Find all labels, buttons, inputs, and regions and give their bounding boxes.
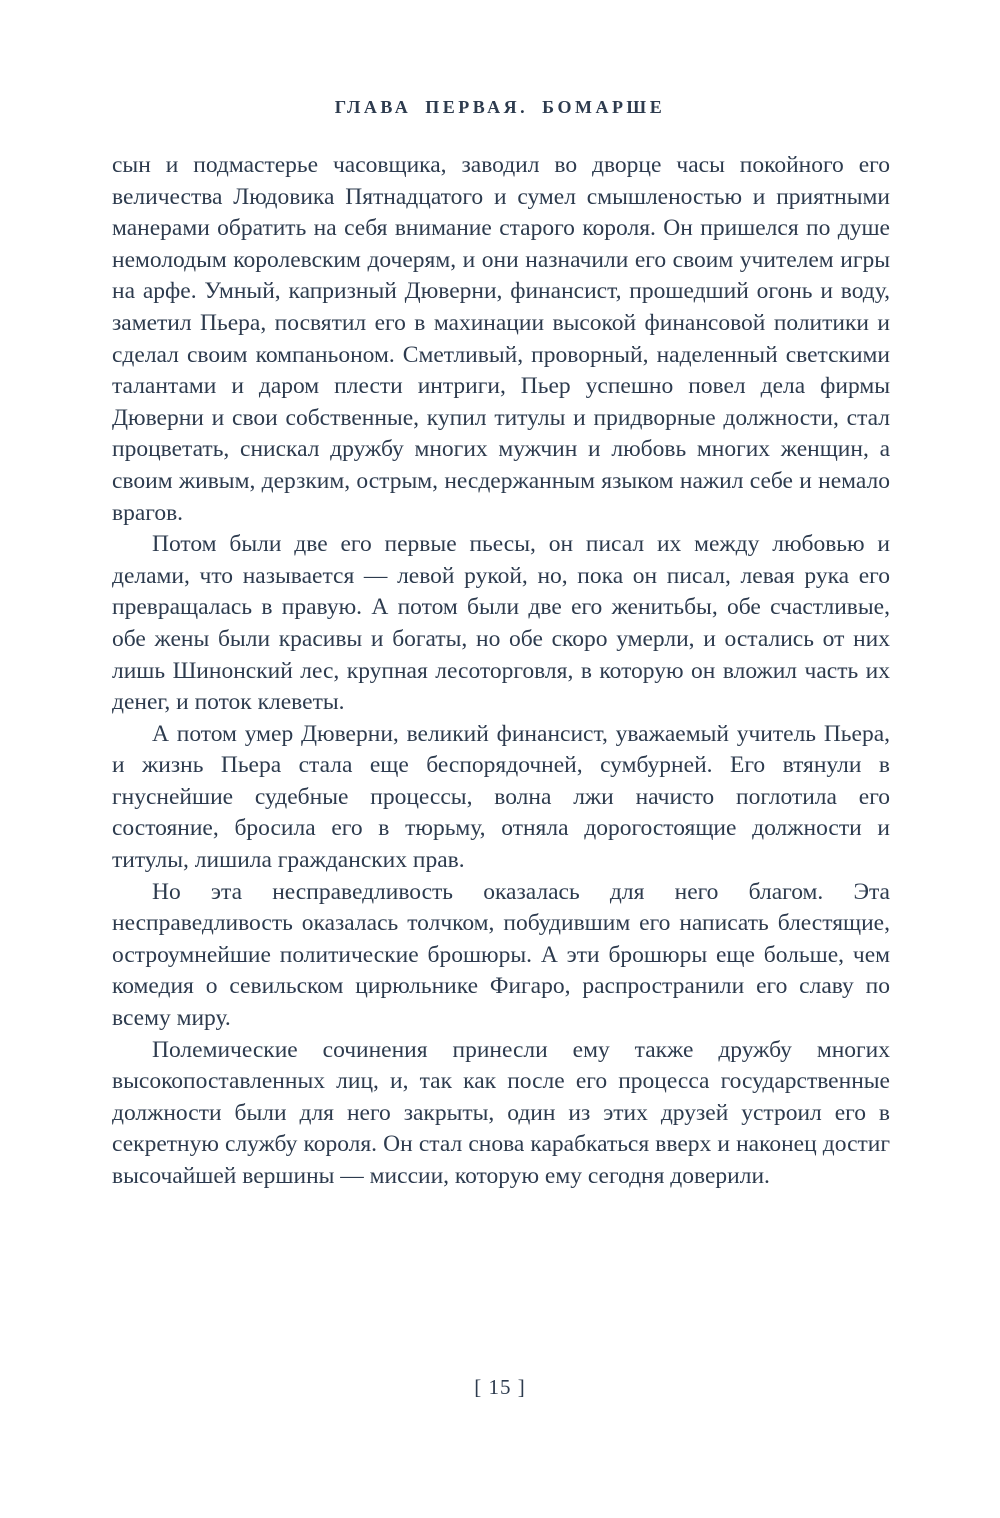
body-paragraph-1: сын и подмастерье часовщика, заводил во дворце часы покойного его величества Людовика Пятнадцатого и сумел смышленостью и приятными манерами обратить на себя внимание старого короля. Он пришелся по душе немолодым королевским дочерям, и они назначили его своим учителем игры на арфе. Умный, капризный Дюверни, финансист, прошедший огонь и воду, заметил Пьера, посвятил его в махинации высокой финансовой политики и сделал своим компаньоном. Сметливый, проворный, наделенный светскими талантами и даром плести интриги, Пьер успешно повел дела фирмы Дюверни и свои собственные, купил титулы и придворные должности, стал процветать, снискал дружбу многих мужчин и любовь многих женщин, а своим живым, дерзким, острым, несдержанным языком нажил себе и немало врагов. xyxy=(112,152,890,526)
body-paragraph-5: Полемические сочинения принесли ему также дружбу многих высокопоставленных лиц, и, так как после его процесса государственные должности были для него закрыты, один из этих друзей устроил его в секретную службу короля. Он стал снова карабкаться вверх и наконец достиг высочайшей вершины — миссии, которую ему сегодня доверили. xyxy=(112,1036,890,1189)
page-number: [ 15 ] xyxy=(474,1375,526,1399)
body-paragraph-4: Но эта несправедливость оказалась для него благом. Эта несправедливость оказалась толчком, побудившим его написать блестящие, остроумнейшие политические брошюры. А эти брошюры еще больше, чем комедия о севильском цирюльнике Фигаро, распространили его славу по всему миру. xyxy=(112,878,890,1032)
body-paragraph-3: А потом умер Дюверни, великий финансист, уважаемый учитель Пьера, и жизнь Пьера стала еще беспорядочней, сумбурней. Его втянули в гнуснейшие судебные процессы, волна лжи начисто поглотила его состояние, бросила его в тюрьму, отняла дорогостоящие должности и титулы, лишила гражданских прав. xyxy=(112,720,890,874)
body-text xyxy=(112,150,890,1193)
body-paragraph-2: Потом были две его первые пьесы, он писал их между любовью и делами, что называется — левой рукой, но, пока он писал, левая рука его превращалась в правую. А потом были две его женитьбы, обе счастливые, обе жены были красивы и богаты, но обе скоро умерли, и остались от них лишь Шинонский лес, крупная лесоторговля, в которую он вложил часть их денег, и поток клеветы. xyxy=(112,531,890,716)
chapter-header: ГЛАВА ПЕРВАЯ. БОМАРШЕ xyxy=(334,97,666,117)
